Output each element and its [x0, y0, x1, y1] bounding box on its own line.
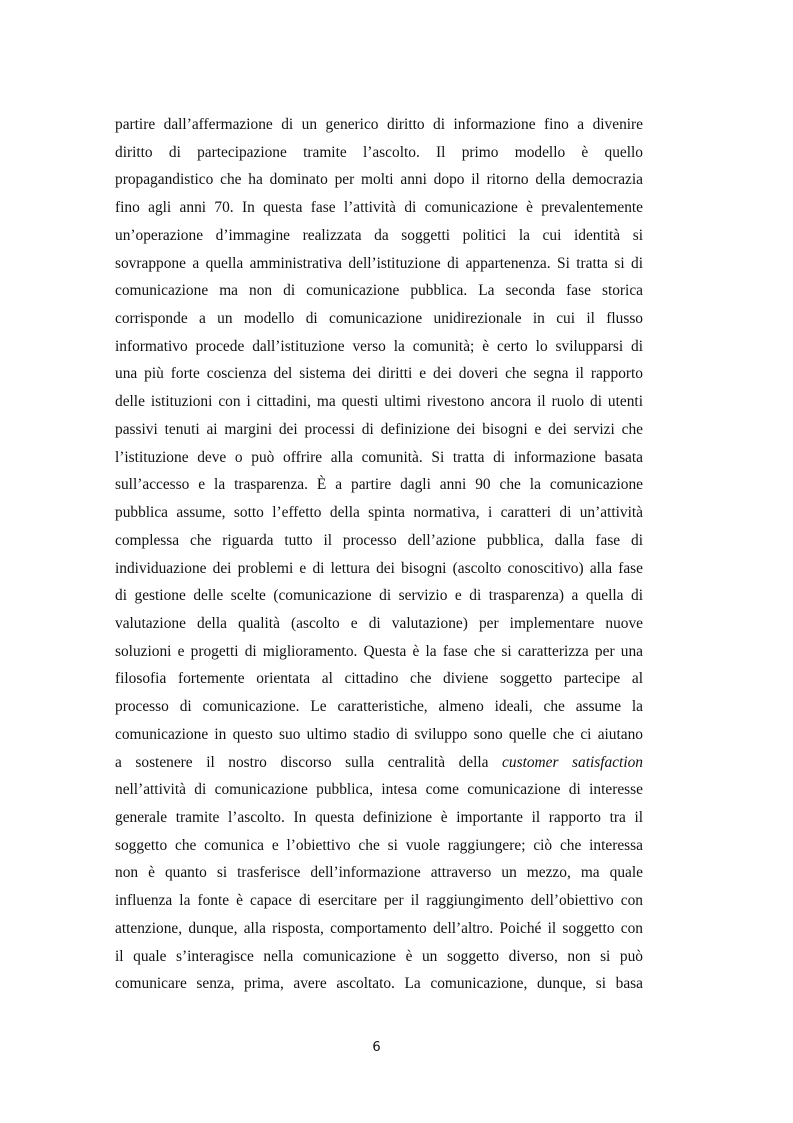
- text-line-8: corrisponde a un modello di comunicazione unidirezionale in cui il flusso: [115, 310, 643, 328]
- text-line-7: comunicazione ma non di comunicazione pubblica. La seconda fase storica: [115, 282, 643, 300]
- text-line-20: soluzioni e progetti di miglioramento. Questa è la fase che si caratterizza per una: [115, 642, 643, 660]
- text-line-5: un’operazione d’immagine realizzata da soggetti politici la cui identità si: [115, 226, 643, 244]
- text-line-31: il quale s’interagisce nella comunicazione è un soggetto diverso, non si può: [115, 947, 643, 965]
- text-line-1: partire dall’affermazione di un generico diritto di informazione fino a divenire: [115, 116, 643, 133]
- text-line-14: sull’accesso e la trasparenza. È a partire dagli anni 90 che la comunicazione: [115, 476, 643, 494]
- text-line-18: di gestione delle scelte (comunicazione di servizio e di trasparenza) a quella di: [115, 587, 643, 605]
- text-line-16: complessa che riguarda tutto il processo dell’azione pubblica, dalla fase di: [115, 531, 643, 549]
- text-line-10: una più forte coscienza del sistema dei diritti e dei doveri che segna il rapporto: [115, 365, 643, 383]
- text-line-22: processo di comunicazione. Le caratteristiche, almeno ideali, che assume la: [115, 698, 643, 716]
- text-line-23: comunicazione in questo suo ultimo stadio di sviluppo sono quelle che ci aiutano: [115, 725, 643, 743]
- text-line-28: non è quanto si trasferisce dell’informazione attraverso un mezzo, ma quale: [115, 864, 643, 882]
- text-line-24: [115, 749, 643, 777]
- text-line-4: fino agli anni 70. In questa fase l’attività di comunicazione è prevalentemente: [115, 199, 643, 217]
- text-line-27: soggetto che comunica e l’obiettivo che si vuole raggiungere; ciò che interessa: [115, 836, 643, 854]
- text-line-15: pubblica assume, sotto l’effetto della spinta normativa, i caratteri di un’attività: [115, 504, 643, 522]
- text-line-9: informativo procede dall’istituzione verso la comunità; è certo lo svilupparsi di: [115, 337, 643, 355]
- text-line-32: comunicare senza, prima, avere ascoltato. La comunicazione, dunque, si basa: [115, 975, 643, 993]
- page-number: 6: [372, 1040, 381, 1055]
- text-line-3: propagandistico che ha dominato per molti anni dopo il ritorno della democrazia: [115, 171, 643, 189]
- text-line-13: l’istituzione deve o può offrire alla comunità. Si tratta di informazione basata: [115, 448, 643, 466]
- text-line-25: nell’attività di comunicazione pubblica, intesa come comunicazione di interesse: [115, 781, 643, 799]
- text-line-17: individuazione dei problemi e di lettura dei bisogni (ascolto conoscitivo) alla fase: [115, 559, 643, 577]
- text-line-2: diritto di partecipazione tramite l’ascolto. Il primo modello è quello: [115, 143, 643, 161]
- text-line-26: generale tramite l’ascolto. In questa definizione è importante il rapporto tra il: [115, 808, 643, 826]
- text-line-30: attenzione, dunque, alla risposta, comportamento dell’altro. Poiché il soggetto con: [115, 919, 643, 937]
- text-line-6: sovrappone a quella amministrativa dell’istituzione di appartenenza. Si tratta si di: [115, 254, 643, 272]
- italic-term: customer satisfaction: [502, 753, 643, 771]
- text-line-11: delle istituzioni con i cittadini, ma questi ultimi rivestono ancora il ruolo di utenti: [115, 393, 643, 411]
- text-line-29: influenza la fonte è capace di esercitare per il raggiungimento dell’obiettivo con: [115, 892, 643, 910]
- text-line-24-start: a sostenere il nostro discorso sulla centralità della: [115, 753, 489, 771]
- text-line-19: valutazione della qualità (ascolto e di valutazione) per implementare nuove: [115, 614, 643, 632]
- text-line-12: passivi tenuti ai margini dei processi di definizione dei bisogni e dei servizi che: [115, 420, 643, 438]
- text-line-21: filosofia fortemente orientata al cittadino che diviene soggetto partecipe al: [115, 670, 643, 688]
- body-text: [115, 111, 643, 998]
